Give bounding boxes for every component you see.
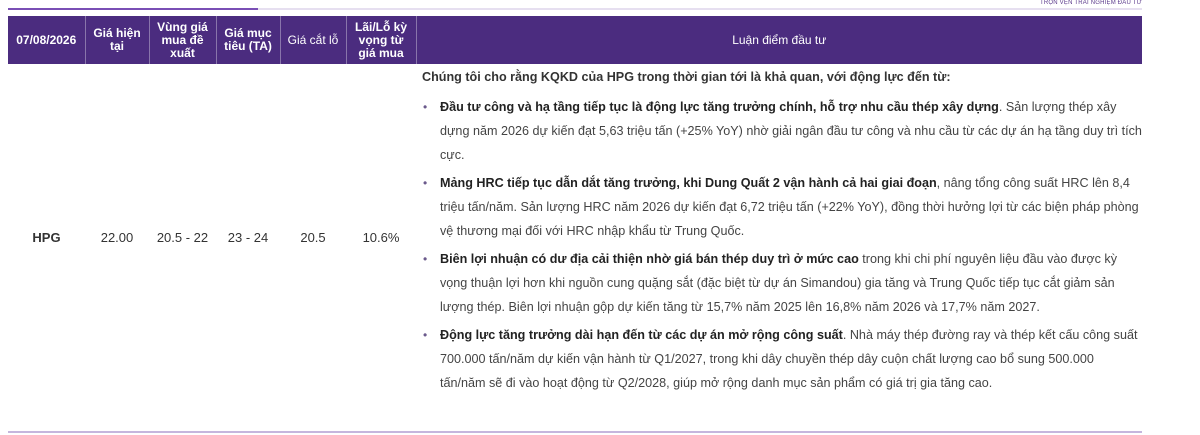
list-item [422, 171, 1142, 243]
bullet-icon: • [423, 328, 428, 342]
point-text: . Sản lượng thép xây dựng năm 2026 dự kiến đạt 5,63 triệu tấn (+25% YoY) nhờ giải ngân đầu tư công và nhu cầu từ các dự án hạ tầng duy trì tích cực. [440, 100, 1142, 162]
investment-thesis-cell [416, 64, 1142, 411]
header-expected-return: Lãi/Lỗ kỳ vọng từ giá mua [346, 16, 416, 64]
point-heading: Đầu tư công và hạ tầng tiếp tục là động lực tăng trưởng chính, hỗ trợ nhu cầu thép xây dựng [440, 100, 999, 114]
recommendation-table [8, 16, 1142, 411]
list-item [422, 323, 1142, 395]
bullet-icon: • [423, 252, 428, 266]
target-price-cell: 23 - 24 [227, 230, 269, 245]
buy-zone-cell: 20.5 - 22 [156, 230, 209, 245]
header-buy-zone: Vùng giá mua đề xuất [149, 16, 216, 64]
point-text: trong khi chi phí nguyên liệu đầu vào được kỳ vọng thuận lợi hơn khi nguồn cung quặng sắt (đặc biệt từ dự án Simandou) gia tăng và Trung Quốc tiếp tục cắt giảm sản lượng thép. Biên lợi nhuận gộp dự kiến tăng từ 15,7% năm 2025 lên 16,8% năm 2026 và 17,7% năm 2027. [440, 252, 1117, 314]
point-heading: Động lực tăng trưởng dài hạn đến từ các dự án mở rộng công suất [440, 328, 843, 342]
list-item [422, 95, 1142, 167]
thesis-points [422, 95, 1142, 395]
header-date: 07/08/2026 [8, 16, 85, 64]
current-price-cell: 22.00 [100, 230, 134, 245]
brand-tagline: TRỌN VẸN TRẢI NGHIỆM ĐẦU TƯ [1040, 0, 1142, 6]
point-text: , nâng tổng công suất HRC lên 8,4 triệu tấn/năm. Sản lượng HRC năm 2026 dự kiến đạt 6,72 triệu tấn (+22% YoY), đồng thời hưởng lợi từ các biện pháp phòng vệ thương mại đối với HRC nhập khẩu từ Trung Quốc. [440, 176, 1139, 238]
header-current-price: Giá hiện tại [85, 16, 149, 64]
ticker-cell: HPG [32, 230, 61, 245]
top-divider-accent [8, 8, 258, 10]
header-target-price: Giá mục tiêu (TA) [216, 16, 280, 64]
top-divider [8, 8, 1142, 10]
thesis-intro: Chúng tôi cho rằng KQKD của HPG trong thời gian tới là khả quan, với động lực đến từ: [422, 70, 951, 84]
point-heading: Mảng HRC tiếp tục dẫn dắt tăng trưởng, khi Dung Quất 2 vận hành cả hai giai đoạn [440, 176, 937, 190]
point-heading: Biên lợi nhuận có dư địa cải thiện nhờ giá bán thép duy trì ở mức cao [440, 252, 859, 266]
table-row [8, 64, 1142, 411]
list-item [422, 247, 1142, 319]
header-investment-thesis: Luận điểm đầu tư [732, 32, 827, 47]
bullet-icon: • [423, 100, 428, 114]
table-header-row [8, 16, 1142, 64]
stop-loss-cell: 20.5 [300, 230, 326, 245]
expected-return-cell: 10.6% [362, 230, 400, 245]
header-stop-loss: Giá cắt lỗ [280, 16, 346, 64]
bullet-icon: • [423, 176, 428, 190]
bottom-divider [8, 431, 1142, 433]
point-text: . Nhà máy thép đường ray và thép kết cấu công suất 700.000 tấn/năm dự kiến vận hành từ Q1/2027, trong khi dây chuyền thép dây cuộn chất lượng cao bổ sung 500.000 tấn/năm sẽ đi vào hoạt động từ Q2/2028, giúp mở rộng danh mục sản phẩm có giá trị gia tăng cao. [440, 328, 1138, 390]
